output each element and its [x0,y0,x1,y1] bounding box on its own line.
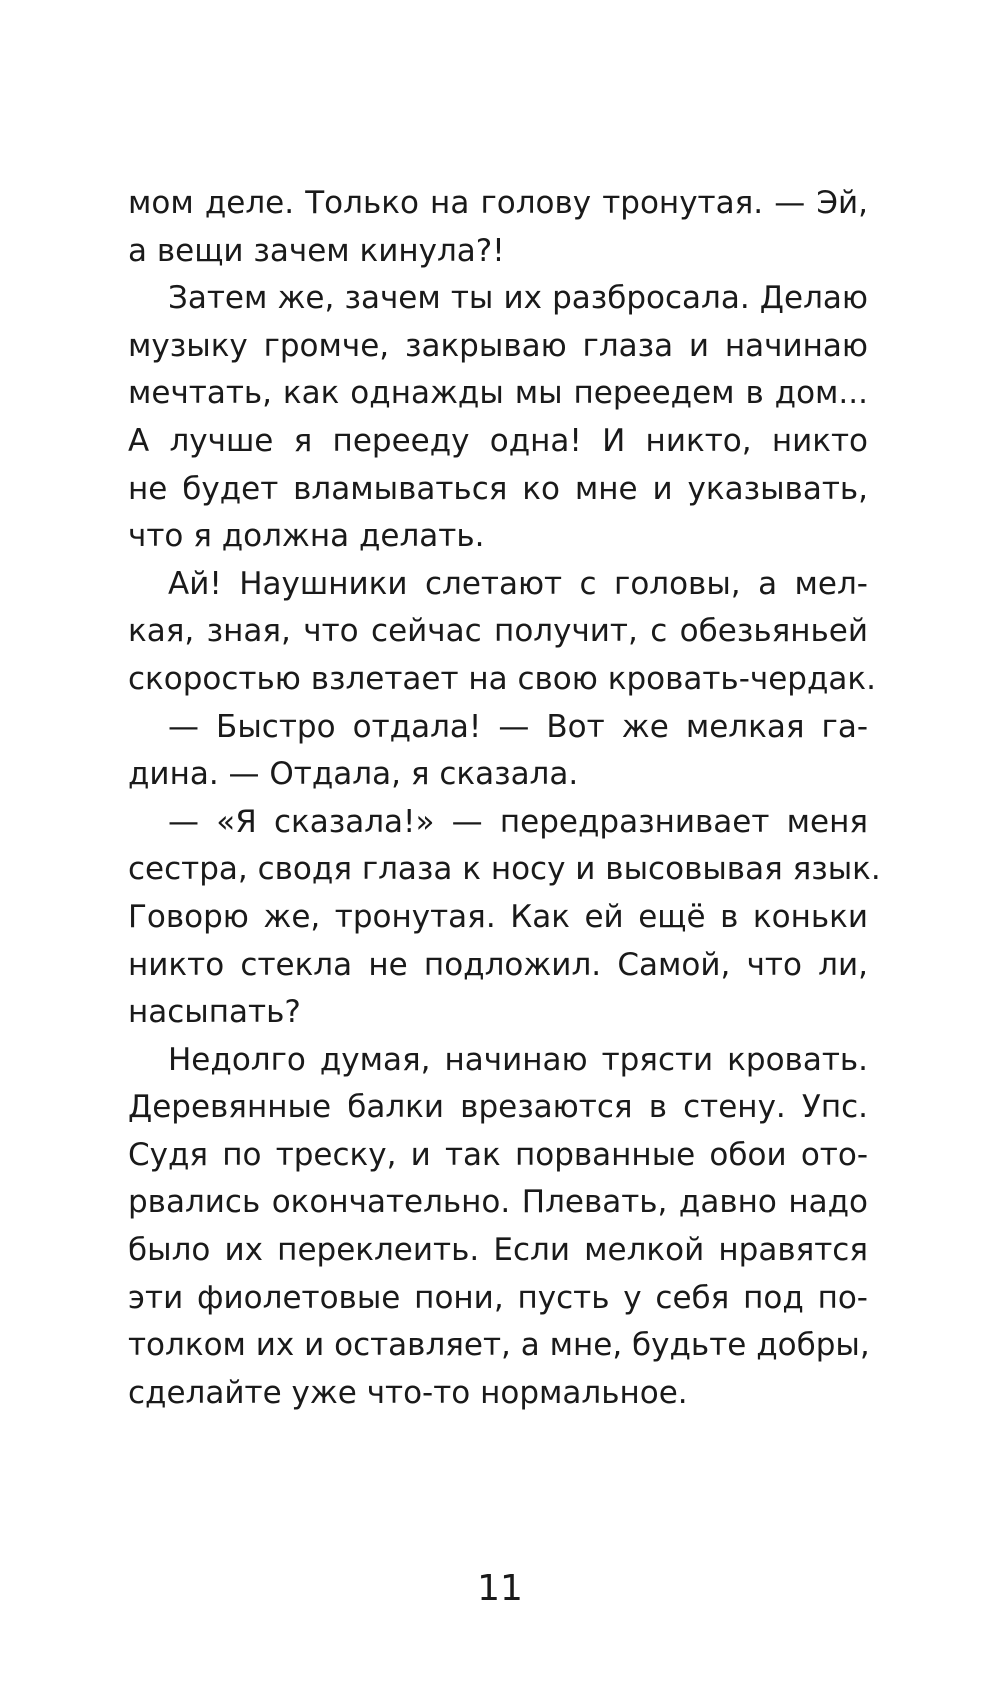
text-line: было их переклеить. Если мелкой нравятся [128,1232,868,1269]
text-line: мом деле. Только на голову тронутая. — Эй, [128,185,868,221]
text-line: скоростью взлетает на свою кровать-чердак. [128,660,876,697]
text-line: Говорю же, тронутая. Как ей ещё в коньки [128,898,868,935]
text-line: А лучше я перееду одна! И никто, никто [128,422,868,459]
text-line: Ай! Наушники слетают с головы, а мел- [168,565,868,602]
text-line: сестра, сводя глаза к носу и высовывая язык. [128,851,881,888]
text-line: рвались окончательно. Плевать, давно надо [128,1184,868,1221]
text-line: — Быстро отдала! — Вот же мелкая га- [168,708,868,745]
body-text [128,180,881,1417]
text-line: музыку громче, закрываю глаза и начинаю [128,327,868,364]
text-line: не будет вламываться ко мне и указывать, [128,470,868,507]
text-line: мечтать, как однажды мы переедем в дом... [128,375,868,412]
text-line: Затем же, зачем ты их разбросала. Делаю [168,280,868,317]
text-line: толком их и оставляет, а мне, будьте добры, [128,1327,870,1364]
text-line: — «Я сказала!» — передразнивает меня [168,803,868,840]
text-line: дина. — Отдала, я сказала. [128,756,579,793]
text-line: что я должна делать. [128,518,485,555]
text-line: сделайте уже что-то нормальное. [128,1374,688,1411]
text-line: Деревянные балки врезаются в стену. Упс. [128,1089,868,1126]
text-line: кая, зная, что сейчас получит, с обезьяньей [128,613,868,650]
text-line: а вещи зачем кинула?! [128,232,505,269]
text-line: Недолго думая, начинаю трясти кровать. [168,1041,868,1078]
text-line: Судя по треску, и так порванные обои ото- [128,1136,868,1173]
text-line: насыпать? [128,994,301,1031]
text-line: никто стекла не подложил. Самой, что ли, [128,946,868,983]
page-number: 11 [477,1568,523,1609]
text-line: эти фиолетовые пони, пусть у себя под по- [128,1279,868,1316]
